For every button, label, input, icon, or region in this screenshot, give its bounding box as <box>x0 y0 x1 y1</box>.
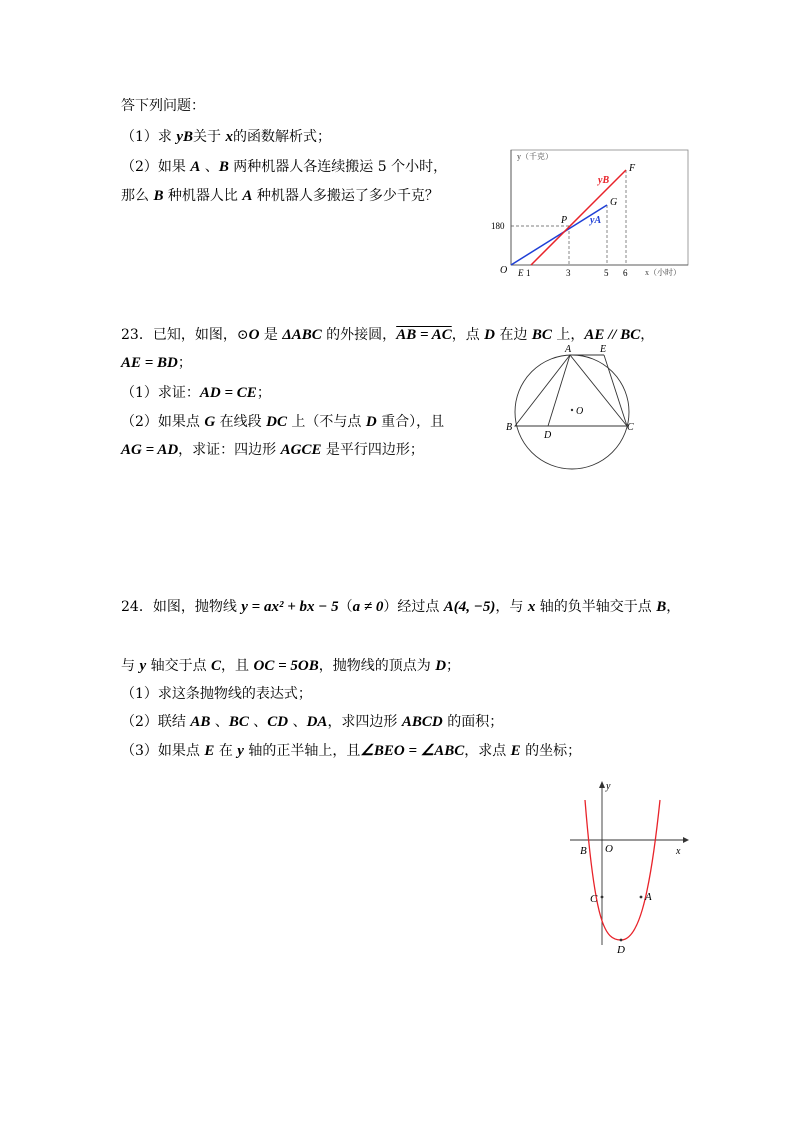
q24-p3-text4: ，求点 <box>464 743 511 759</box>
q24-y-symbol: y <box>139 658 147 674</box>
q23-label-C: C <box>627 422 634 433</box>
q22-p1-text3: 的函数解析式； <box>232 129 331 145</box>
q23-p2-D: D <box>365 414 377 430</box>
q24-E2-symbol: E <box>510 743 521 759</box>
q23-p1-end: ； <box>256 385 271 401</box>
q24-p3-text3: 轴的正半轴上，且 <box>243 743 361 759</box>
q24-label-y: y <box>606 781 611 792</box>
q23-label-O: O <box>576 406 584 417</box>
q22-p2l2-text3: 种机器人多搬运了多少千克？ <box>252 188 439 204</box>
q23-triangle-abc <box>515 355 627 426</box>
q23-l1-text7: ， <box>640 327 655 343</box>
q23-ae-bd: AE = BD <box>121 355 178 371</box>
q22-tick-180: 180 <box>491 221 505 231</box>
q22-yB-label: yB <box>598 175 610 186</box>
q22-origin-label: O <box>500 265 508 276</box>
q22-part2-line2 <box>121 186 439 206</box>
q23-label-A: A <box>565 344 572 355</box>
q24-part1: （1）求这条抛物线的表达式； <box>121 686 312 702</box>
q24-B-symbol: B <box>656 599 667 615</box>
q23-triangle: ΔABC <box>282 327 322 343</box>
q23-label-D: D <box>544 430 552 441</box>
q24-equation: y = ax² + bx − 5 <box>241 599 339 615</box>
q22-x-axis-label: x（小时） <box>645 268 681 277</box>
q24-p3-text: （3）如果点 <box>121 743 205 759</box>
q22-graph <box>485 145 695 285</box>
q24-l1-text4: ，与 <box>495 599 528 615</box>
q22-tick-1: 1 <box>526 268 531 278</box>
q24-l1-text6: ， <box>666 599 681 615</box>
q24-parabola-figure <box>565 775 695 955</box>
q23-label-B: B <box>506 422 513 433</box>
q22-p1-text2: 关于 <box>193 129 226 145</box>
q24-p3-y: y <box>237 743 244 759</box>
q24-y-arrow <box>599 781 605 788</box>
q23-segment-ad <box>548 355 570 426</box>
q22-p2l2-text: 那么 <box>121 188 154 204</box>
q24-point-C-dot <box>601 896 604 899</box>
q24-l2-text: 与 <box>121 658 140 674</box>
q22-E-label: E <box>518 268 524 278</box>
q22-G-label: G <box>610 197 618 208</box>
q24-line1 <box>121 597 680 617</box>
q23-p2-text3: 上（不与点 <box>286 414 366 430</box>
q24-p3-text2: 在 <box>214 743 238 759</box>
q24-l1-text2: （ <box>338 599 353 615</box>
q24-sep3: 、 <box>288 714 307 730</box>
q24-label-B: B <box>580 845 587 857</box>
q24-label-O: O <box>605 843 613 855</box>
q23-center-dot <box>571 409 573 411</box>
q24-sep1: 、 <box>210 714 229 730</box>
q23-p2-text2: 在线段 <box>215 414 267 430</box>
q23-part2 <box>121 412 444 432</box>
q23-p2-text: （2）如果点 <box>121 414 205 430</box>
q22-yB-symbol: yB <box>176 129 194 145</box>
q23-p2l2-text2: 是平行四边形； <box>321 442 424 458</box>
q24-part2 <box>121 712 503 732</box>
q24-l2-text2: 轴交于点 <box>146 658 212 674</box>
q24-l1-text3: ）经过点 <box>383 599 444 615</box>
q23-l1-text4: ，点 <box>451 327 485 343</box>
q24-l1-text: 24．如图，抛物线 <box>121 599 242 615</box>
q24-line2 <box>121 656 460 676</box>
q24-part3 <box>121 741 581 761</box>
q22-p2l2-B: B <box>153 188 164 204</box>
q23-ag-ad: AG = AD <box>121 442 179 458</box>
q22-F-label: F <box>629 163 636 174</box>
q23-part2-line2 <box>121 440 424 460</box>
q24-l2-text3: ，且 <box>221 658 254 674</box>
q23-l1-text2: 是 <box>259 327 283 343</box>
q22-p2-text: （2）如果 <box>121 159 191 175</box>
q24-l1-text5: 轴的负半轴交于点 <box>535 599 657 615</box>
q23-l1-text5: 在边 <box>495 327 532 343</box>
q22-intro: 答下列问题： <box>121 98 205 114</box>
q24-p2-text2: ，求四边形 <box>327 714 402 730</box>
q23-l2-end: ； <box>177 355 192 371</box>
q24-angle-eq: ∠BEO = ∠ABC <box>360 743 465 759</box>
q24-x-arrow <box>683 837 689 843</box>
q22-p2l2-A: A <box>242 188 253 204</box>
q24-x-symbol: x <box>527 599 536 615</box>
q23-p1-eq: AD = CE <box>199 385 257 401</box>
q23-label-E: E <box>600 344 607 355</box>
q24-E-symbol: E <box>204 743 215 759</box>
q24-p2-text3: 的面积； <box>442 714 504 730</box>
q23-DC-symbol: DC <box>266 414 287 430</box>
q22-B-symbol: B <box>218 159 229 175</box>
q23-segment-ec <box>604 355 627 426</box>
q23-p2l2-text: ，求证：四边形 <box>178 442 281 458</box>
q22-p1-text: （1）求 <box>121 129 177 145</box>
q22-P-label: P <box>561 215 568 226</box>
q23-circle-figure <box>500 340 650 470</box>
q24-p3-text5: 的坐标； <box>520 743 582 759</box>
q22-tick-6: 6 <box>623 268 628 278</box>
q23-line2 <box>121 353 192 373</box>
q24-point-D-dot <box>620 939 623 942</box>
q22-A-symbol: A <box>190 159 201 175</box>
q24-sep2: 、 <box>248 714 268 730</box>
q24-AB: AB <box>190 714 211 730</box>
q22-line-yB <box>531 170 626 265</box>
q22-p2-text2: 两种机器人各连续搬运 5 个小时， <box>228 159 448 175</box>
q22-part1 <box>121 127 331 147</box>
q22-x-symbol: x <box>225 129 233 145</box>
q23-l1-text: 23．已知，如图， <box>121 327 237 343</box>
q23-l1-text3: 的外接圆， <box>321 327 397 343</box>
q23-G-symbol: G <box>204 414 216 430</box>
q24-condition: a ≠ 0 <box>352 599 384 615</box>
q23-arcs: AB = AC <box>396 327 452 343</box>
q24-l2-text5: ； <box>446 658 461 674</box>
q22-y-axis-label: y（千克） <box>517 152 553 161</box>
q24-DA: DA <box>306 714 328 730</box>
q23-parallel: AE // BC <box>584 327 641 343</box>
q24-CD: CD <box>267 714 289 730</box>
q23-p2-text4: 重合），且 <box>376 414 445 430</box>
q24-l2-text4: ，抛物线的顶点为 <box>318 658 436 674</box>
q24-C-symbol: C <box>211 658 222 674</box>
q24-BC: BC <box>228 714 249 730</box>
q23-quad: AGCE <box>280 442 322 458</box>
q23-O-symbol: O <box>248 327 260 343</box>
q23-part1 <box>121 383 271 403</box>
q22-yA-label: yA <box>590 215 602 226</box>
q23-D-symbol: D <box>484 327 495 343</box>
q22-tick-5: 5 <box>604 268 609 278</box>
q23-p1-text: （1）求证： <box>121 385 200 401</box>
q23-circumcircle <box>515 355 629 469</box>
q24-point-A: A(4, −5) <box>443 599 496 615</box>
q24-label-x: x <box>676 846 681 857</box>
q22-part2 <box>121 157 447 177</box>
q22-p2-sep: 、 <box>200 159 219 175</box>
q24-p2-text: （2）联结 <box>121 714 191 730</box>
q24-oc-ob: OC = 5OB <box>253 658 319 674</box>
q22-p2l2-text2: 种机器人比 <box>163 188 243 204</box>
q24-parabola <box>585 800 660 940</box>
q24-point-A-dot <box>640 896 643 899</box>
q24-label-D: D <box>617 944 625 955</box>
q23-circle-symbol: ⊙ <box>236 327 249 343</box>
q22-tick-3: 3 <box>566 268 571 278</box>
q24-D-symbol: D <box>435 658 447 674</box>
q24-label-C: C <box>590 893 598 905</box>
q24-label-A: A <box>645 891 652 903</box>
q23-l1-text6: 上， <box>551 327 585 343</box>
q24-quad: ABCD <box>401 714 443 730</box>
q23-BC-symbol: BC <box>531 327 552 343</box>
q22-line-yA <box>511 205 607 265</box>
